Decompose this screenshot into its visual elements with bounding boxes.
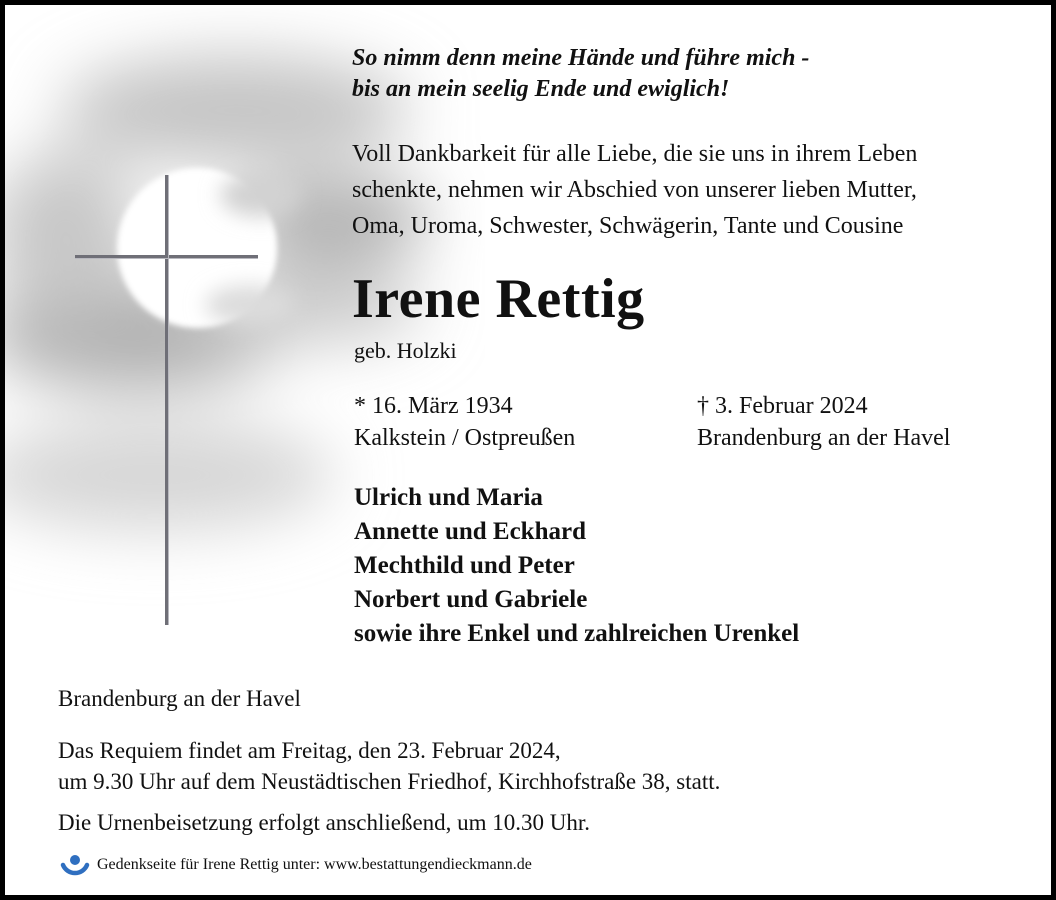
bestattungen-logo-icon: [59, 849, 91, 881]
memorial-page-link[interactable]: [59, 850, 532, 880]
maiden-name: geb. Holzki: [354, 338, 457, 363]
death-date: † 3. Februar 2024: [697, 393, 868, 419]
birth-info: [354, 390, 575, 454]
death-info: [697, 390, 950, 454]
mourner-item: Mechthild und Peter: [354, 552, 575, 579]
intro-line: Voll Dankbarkeit für alle Liebe, die sie uns in ihrem Leben: [352, 141, 918, 167]
intro-line: schenkte, nehmen wir Abschied von unserer lieben Mutter,: [352, 177, 917, 203]
mourners-list: [354, 481, 799, 651]
mourner-item: Annette und Eckhard: [354, 518, 586, 545]
deceased-name: Irene Rettig: [352, 268, 645, 330]
intro-text: [352, 136, 917, 244]
urn-burial-info: Die Urnenbeisetzung erfolgt anschließend, um 10.30 Uhr.: [58, 810, 591, 835]
requiem-line: um 9.30 Uhr auf dem Neustädtischen Friedhof, Kirchhofstraße 38, statt.: [58, 769, 721, 794]
verse: [352, 43, 809, 105]
birth-place: Kalkstein / Ostpreußen: [354, 425, 576, 451]
intro-line: Oma, Uroma, Schwester, Schwägerin, Tante und Cousine: [352, 213, 904, 239]
mourner-item: Ulrich und Maria: [354, 484, 543, 511]
requiem-line: Das Requiem findet am Freitag, den 23. Februar 2024,: [58, 738, 561, 763]
mourner-item: sowie ihre Enkel und zahlreichen Urenkel: [354, 620, 800, 647]
location: Brandenburg an der Havel: [58, 686, 301, 711]
verse-line: bis an mein seelig Ende und ewiglich!: [352, 76, 730, 102]
death-place: Brandenburg an der Havel: [697, 425, 951, 451]
requiem-info: [58, 735, 720, 797]
memorial-page-text: Gedenkseite für Irene Rettig unter: www.bestattungendieckmann.de: [97, 856, 532, 873]
mourner-item: Norbert und Gabriele: [354, 586, 588, 613]
birth-date: * 16. März 1934: [354, 393, 513, 419]
verse-line: So nimm denn meine Hände und führe mich -: [352, 45, 810, 71]
